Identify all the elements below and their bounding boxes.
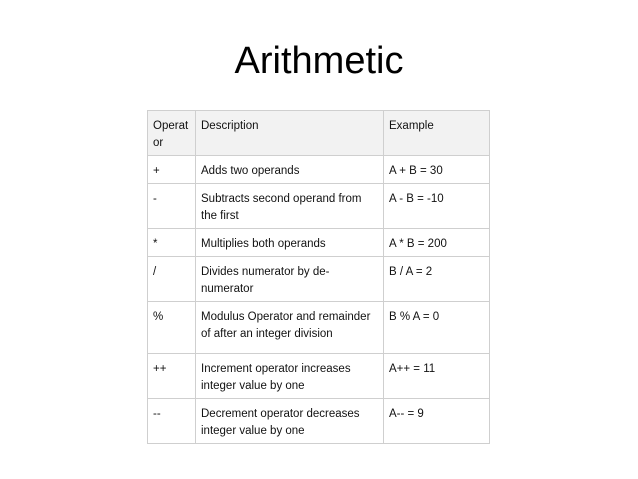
- operator-cell: -: [148, 184, 196, 229]
- table-row: [148, 399, 490, 444]
- header-example: Example: [384, 111, 490, 156]
- table-row: [148, 302, 490, 354]
- table-row: [148, 229, 490, 257]
- description-cell: Subtracts second operand from the first: [196, 184, 384, 229]
- operator-cell: /: [148, 257, 196, 302]
- example-cell: A++ = 11: [384, 354, 490, 399]
- operator-cell: %: [148, 302, 196, 354]
- description-cell: Divides numerator by de-numerator: [196, 257, 384, 302]
- description-cell: Modulus Operator and remainder of after an integer division: [196, 302, 384, 354]
- slide-title: Arithmetic: [234, 40, 404, 82]
- operator-cell: *: [148, 229, 196, 257]
- table-row: [148, 354, 490, 399]
- example-cell: A-- = 9: [384, 399, 490, 444]
- arithmetic-operators-table: [147, 110, 490, 444]
- operator-cell: --: [148, 399, 196, 444]
- example-cell: B % A = 0: [384, 302, 490, 354]
- table-header-row: [148, 111, 490, 156]
- example-cell: A + B = 30: [384, 156, 490, 184]
- description-cell: Multiplies both operands: [196, 229, 384, 257]
- example-cell: A * B = 200: [384, 229, 490, 257]
- example-cell: B / A = 2: [384, 257, 490, 302]
- table-row: [148, 184, 490, 229]
- table-row: [148, 156, 490, 184]
- operator-cell: ++: [148, 354, 196, 399]
- table-row: [148, 257, 490, 302]
- description-cell: Adds two operands: [196, 156, 384, 184]
- header-operator: Operat or: [148, 111, 196, 156]
- example-cell: A - B = -10: [384, 184, 490, 229]
- header-description: Description: [196, 111, 384, 156]
- operator-cell: +: [148, 156, 196, 184]
- description-cell: Decrement operator decreases integer value by one: [196, 399, 384, 444]
- description-cell: Increment operator increases integer value by one: [196, 354, 384, 399]
